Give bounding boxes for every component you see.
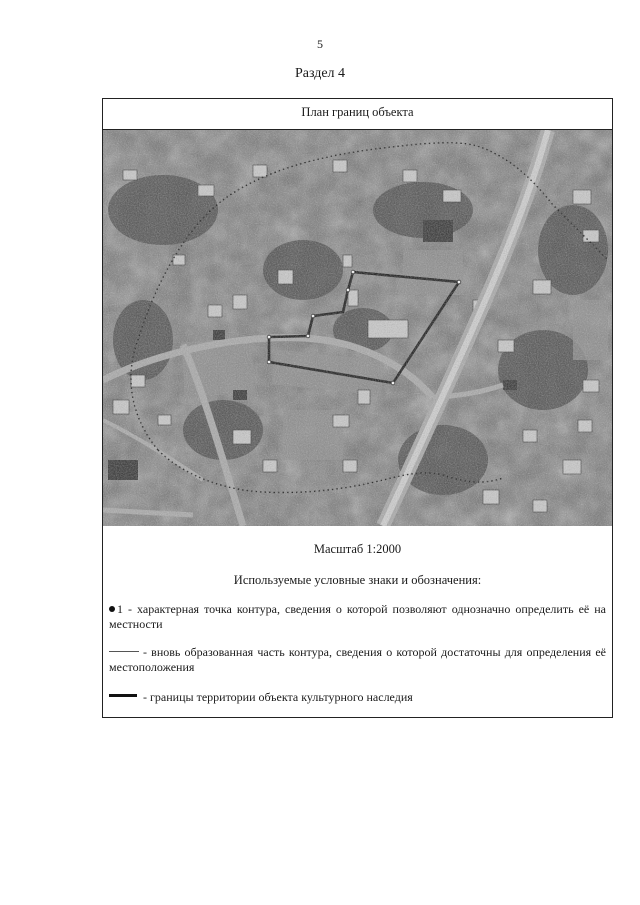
thick-line-icon [109,694,137,697]
legend-item-text: - границы территории объекта культурного наследия [143,690,413,704]
point-marker-icon [109,606,115,612]
plan-title: План границ объекта [103,99,612,130]
thin-line-icon [109,651,139,652]
map-scale: Масштаб 1:2000 [313,542,402,556]
legend-item-text: - вновь образованная часть контура, сведения о которой достаточны для определения её местоположения [109,645,606,674]
legend-item-new-contour [109,645,606,675]
section-title: Раздел 4 [294,66,346,81]
aerial-map [103,130,612,526]
legend-item-text: - характерная точка контура, сведения о которой позволяют однозначно определить её на местности [109,602,606,631]
legend-item-heritage-boundary [109,690,606,705]
plan-frame [102,98,613,718]
legend-title: Используемые условные знаки и обозначения: [233,573,482,587]
legend-item-characteristic-point [109,602,606,632]
page-number: 5 [317,37,323,51]
legend-point-label: 1 [117,602,123,616]
